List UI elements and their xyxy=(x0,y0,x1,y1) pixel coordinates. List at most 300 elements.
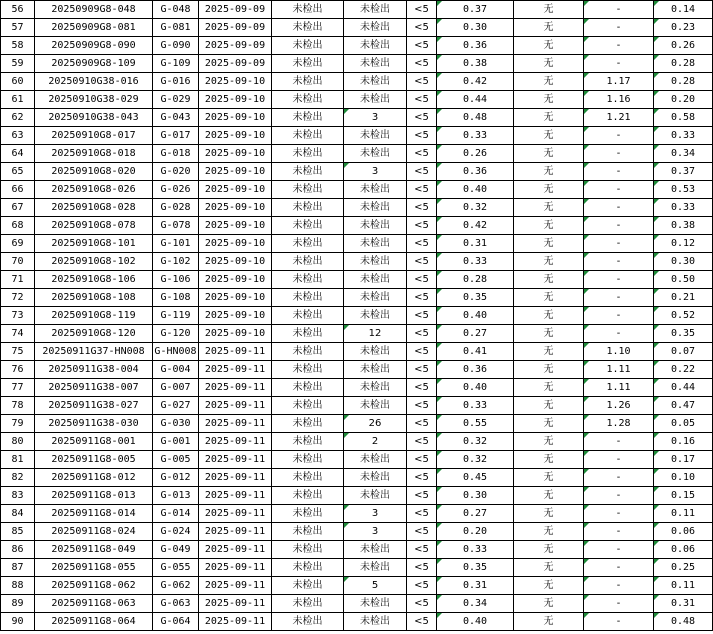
cell-sample-code[interactable]: G-004 xyxy=(153,361,199,379)
cell-extra-value[interactable]: 1.26 xyxy=(584,397,654,415)
cell-sample-id[interactable]: 20250910G38-016 xyxy=(35,73,153,91)
cell-result-a[interactable]: 未检出 xyxy=(272,505,344,523)
cell-status-value[interactable]: 无 xyxy=(514,577,584,595)
cell-final-value[interactable]: 0.20 xyxy=(654,91,713,109)
cell-result-a[interactable]: 未检出 xyxy=(272,73,344,91)
cell-extra-value[interactable]: 1.28 xyxy=(584,415,654,433)
cell-row-number[interactable]: 62 xyxy=(1,109,35,127)
cell-test-date[interactable]: 2025-09-11 xyxy=(199,361,272,379)
table-row[interactable] xyxy=(1,577,713,595)
cell-result-a[interactable]: 未检出 xyxy=(272,397,344,415)
cell-measure-value[interactable]: 0.27 xyxy=(437,505,514,523)
cell-sample-code[interactable]: G-016 xyxy=(153,73,199,91)
cell-measure-value[interactable]: 0.48 xyxy=(437,109,514,127)
cell-final-value[interactable]: 0.33 xyxy=(654,199,713,217)
cell-final-value[interactable]: 0.23 xyxy=(654,19,713,37)
cell-sample-id[interactable]: 20250911G38-007 xyxy=(35,379,153,397)
cell-result-b[interactable]: 未检出 xyxy=(344,289,407,307)
cell-row-number[interactable]: 61 xyxy=(1,91,35,109)
cell-result-b[interactable]: 未检出 xyxy=(344,487,407,505)
cell-result-a[interactable]: 未检出 xyxy=(272,595,344,613)
cell-final-value[interactable]: 0.35 xyxy=(654,325,713,343)
cell-test-date[interactable]: 2025-09-09 xyxy=(199,37,272,55)
cell-measure-value[interactable]: 0.35 xyxy=(437,559,514,577)
cell-result-a[interactable]: 未检出 xyxy=(272,379,344,397)
cell-limit-value[interactable]: <5 xyxy=(407,217,437,235)
cell-result-b[interactable]: 未检出 xyxy=(344,343,407,361)
cell-result-b[interactable]: 3 xyxy=(344,109,407,127)
cell-result-b[interactable]: 未检出 xyxy=(344,451,407,469)
cell-final-value[interactable]: 0.05 xyxy=(654,415,713,433)
cell-test-date[interactable]: 2025-09-10 xyxy=(199,163,272,181)
cell-measure-value[interactable]: 0.26 xyxy=(437,145,514,163)
table-row[interactable] xyxy=(1,361,713,379)
cell-result-b[interactable]: 未检出 xyxy=(344,1,407,19)
cell-limit-value[interactable]: <5 xyxy=(407,577,437,595)
table-row[interactable] xyxy=(1,289,713,307)
cell-sample-code[interactable]: G-101 xyxy=(153,235,199,253)
cell-result-b[interactable]: 12 xyxy=(344,325,407,343)
cell-result-a[interactable]: 未检出 xyxy=(272,181,344,199)
cell-sample-id[interactable]: 20250910G8-101 xyxy=(35,235,153,253)
cell-sample-code[interactable]: G-013 xyxy=(153,487,199,505)
cell-extra-value[interactable]: - xyxy=(584,217,654,235)
cell-extra-value[interactable]: - xyxy=(584,523,654,541)
cell-limit-value[interactable]: <5 xyxy=(407,253,437,271)
cell-sample-code[interactable]: G-043 xyxy=(153,109,199,127)
cell-test-date[interactable]: 2025-09-09 xyxy=(199,1,272,19)
table-row[interactable] xyxy=(1,595,713,613)
cell-status-value[interactable]: 无 xyxy=(514,1,584,19)
cell-extra-value[interactable]: - xyxy=(584,595,654,613)
cell-extra-value[interactable]: 1.11 xyxy=(584,379,654,397)
cell-row-number[interactable]: 66 xyxy=(1,181,35,199)
cell-result-b[interactable]: 26 xyxy=(344,415,407,433)
cell-final-value[interactable]: 0.17 xyxy=(654,451,713,469)
cell-sample-code[interactable]: G-120 xyxy=(153,325,199,343)
cell-sample-code[interactable]: G-018 xyxy=(153,145,199,163)
cell-row-number[interactable]: 70 xyxy=(1,253,35,271)
cell-sample-id[interactable]: 20250909G8-048 xyxy=(35,1,153,19)
cell-sample-id[interactable]: 20250911G8-014 xyxy=(35,505,153,523)
cell-result-b[interactable]: 未检出 xyxy=(344,55,407,73)
cell-test-date[interactable]: 2025-09-11 xyxy=(199,487,272,505)
cell-result-b[interactable]: 未检出 xyxy=(344,469,407,487)
table-row[interactable] xyxy=(1,325,713,343)
cell-final-value[interactable]: 0.37 xyxy=(654,163,713,181)
cell-final-value[interactable]: 0.34 xyxy=(654,145,713,163)
cell-measure-value[interactable]: 0.31 xyxy=(437,577,514,595)
cell-measure-value[interactable]: 0.45 xyxy=(437,469,514,487)
cell-sample-id[interactable]: 20250909G8-081 xyxy=(35,19,153,37)
cell-sample-code[interactable]: G-119 xyxy=(153,307,199,325)
cell-result-a[interactable]: 未检出 xyxy=(272,37,344,55)
cell-final-value[interactable]: 0.44 xyxy=(654,379,713,397)
cell-sample-code[interactable]: G-024 xyxy=(153,523,199,541)
cell-sample-code[interactable]: G-102 xyxy=(153,253,199,271)
cell-measure-value[interactable]: 0.37 xyxy=(437,1,514,19)
cell-test-date[interactable]: 2025-09-11 xyxy=(199,469,272,487)
cell-row-number[interactable]: 77 xyxy=(1,379,35,397)
cell-row-number[interactable]: 67 xyxy=(1,199,35,217)
cell-measure-value[interactable]: 0.36 xyxy=(437,37,514,55)
table-row[interactable] xyxy=(1,199,713,217)
cell-row-number[interactable]: 75 xyxy=(1,343,35,361)
table-row[interactable] xyxy=(1,217,713,235)
cell-final-value[interactable]: 0.28 xyxy=(654,55,713,73)
cell-result-b[interactable]: 未检出 xyxy=(344,379,407,397)
cell-measure-value[interactable]: 0.40 xyxy=(437,379,514,397)
cell-sample-code[interactable]: G-HN008 xyxy=(153,343,199,361)
table-row[interactable] xyxy=(1,109,713,127)
cell-test-date[interactable]: 2025-09-11 xyxy=(199,379,272,397)
cell-test-date[interactable]: 2025-09-11 xyxy=(199,415,272,433)
cell-sample-code[interactable]: G-109 xyxy=(153,55,199,73)
cell-row-number[interactable]: 68 xyxy=(1,217,35,235)
table-row[interactable] xyxy=(1,613,713,631)
cell-sample-code[interactable]: G-108 xyxy=(153,289,199,307)
cell-test-date[interactable]: 2025-09-10 xyxy=(199,181,272,199)
cell-measure-value[interactable]: 0.30 xyxy=(437,19,514,37)
cell-result-a[interactable]: 未检出 xyxy=(272,235,344,253)
cell-final-value[interactable]: 0.58 xyxy=(654,109,713,127)
cell-row-number[interactable]: 81 xyxy=(1,451,35,469)
cell-result-a[interactable]: 未检出 xyxy=(272,55,344,73)
cell-result-b[interactable]: 未检出 xyxy=(344,19,407,37)
cell-limit-value[interactable]: <5 xyxy=(407,559,437,577)
cell-sample-id[interactable]: 20250910G38-043 xyxy=(35,109,153,127)
cell-result-a[interactable]: 未检出 xyxy=(272,109,344,127)
cell-extra-value[interactable]: - xyxy=(584,307,654,325)
cell-status-value[interactable]: 无 xyxy=(514,73,584,91)
cell-status-value[interactable]: 无 xyxy=(514,127,584,145)
cell-limit-value[interactable]: <5 xyxy=(407,163,437,181)
cell-row-number[interactable]: 86 xyxy=(1,541,35,559)
cell-status-value[interactable]: 无 xyxy=(514,181,584,199)
cell-extra-value[interactable]: - xyxy=(584,469,654,487)
cell-result-a[interactable]: 未检出 xyxy=(272,91,344,109)
cell-result-a[interactable]: 未检出 xyxy=(272,361,344,379)
cell-status-value[interactable]: 无 xyxy=(514,289,584,307)
table-row[interactable] xyxy=(1,19,713,37)
cell-result-a[interactable]: 未检出 xyxy=(272,217,344,235)
cell-test-date[interactable]: 2025-09-11 xyxy=(199,541,272,559)
cell-sample-id[interactable]: 20250910G8-120 xyxy=(35,325,153,343)
cell-row-number[interactable]: 80 xyxy=(1,433,35,451)
cell-status-value[interactable]: 无 xyxy=(514,325,584,343)
cell-measure-value[interactable]: 0.32 xyxy=(437,451,514,469)
cell-limit-value[interactable]: <5 xyxy=(407,19,437,37)
cell-sample-code[interactable]: G-078 xyxy=(153,217,199,235)
cell-row-number[interactable]: 83 xyxy=(1,487,35,505)
table-row[interactable] xyxy=(1,487,713,505)
cell-status-value[interactable]: 无 xyxy=(514,307,584,325)
cell-extra-value[interactable]: 1.10 xyxy=(584,343,654,361)
cell-status-value[interactable]: 无 xyxy=(514,91,584,109)
cell-extra-value[interactable]: - xyxy=(584,613,654,631)
cell-sample-id[interactable]: 20250911G38-030 xyxy=(35,415,153,433)
cell-limit-value[interactable]: <5 xyxy=(407,73,437,91)
cell-result-a[interactable]: 未检出 xyxy=(272,613,344,631)
cell-measure-value[interactable]: 0.35 xyxy=(437,289,514,307)
cell-extra-value[interactable]: - xyxy=(584,235,654,253)
cell-row-number[interactable]: 74 xyxy=(1,325,35,343)
cell-extra-value[interactable]: - xyxy=(584,145,654,163)
cell-measure-value[interactable]: 0.31 xyxy=(437,235,514,253)
cell-measure-value[interactable]: 0.28 xyxy=(437,271,514,289)
cell-result-a[interactable]: 未检出 xyxy=(272,1,344,19)
cell-test-date[interactable]: 2025-09-11 xyxy=(199,577,272,595)
cell-final-value[interactable]: 0.22 xyxy=(654,361,713,379)
cell-row-number[interactable]: 78 xyxy=(1,397,35,415)
cell-sample-code[interactable]: G-007 xyxy=(153,379,199,397)
cell-result-b[interactable]: 未检出 xyxy=(344,307,407,325)
table-row[interactable] xyxy=(1,37,713,55)
cell-sample-id[interactable]: 20250911G8-012 xyxy=(35,469,153,487)
cell-final-value[interactable]: 0.52 xyxy=(654,307,713,325)
cell-limit-value[interactable]: <5 xyxy=(407,289,437,307)
cell-extra-value[interactable]: - xyxy=(584,181,654,199)
cell-row-number[interactable]: 76 xyxy=(1,361,35,379)
cell-measure-value[interactable]: 0.34 xyxy=(437,595,514,613)
cell-row-number[interactable]: 73 xyxy=(1,307,35,325)
cell-sample-id[interactable]: 20250911G8-049 xyxy=(35,541,153,559)
cell-sample-id[interactable]: 20250910G8-017 xyxy=(35,127,153,145)
cell-row-number[interactable]: 63 xyxy=(1,127,35,145)
cell-result-a[interactable]: 未检出 xyxy=(272,559,344,577)
cell-sample-id[interactable]: 20250910G8-106 xyxy=(35,271,153,289)
cell-final-value[interactable]: 0.48 xyxy=(654,613,713,631)
cell-row-number[interactable]: 71 xyxy=(1,271,35,289)
cell-test-date[interactable]: 2025-09-10 xyxy=(199,127,272,145)
table-row[interactable] xyxy=(1,433,713,451)
cell-measure-value[interactable]: 0.20 xyxy=(437,523,514,541)
cell-limit-value[interactable]: <5 xyxy=(407,235,437,253)
table-row[interactable] xyxy=(1,541,713,559)
cell-result-b[interactable]: 未检出 xyxy=(344,145,407,163)
table-row[interactable] xyxy=(1,505,713,523)
cell-result-b[interactable]: 未检出 xyxy=(344,127,407,145)
cell-limit-value[interactable]: <5 xyxy=(407,397,437,415)
cell-final-value[interactable]: 0.11 xyxy=(654,577,713,595)
cell-status-value[interactable]: 无 xyxy=(514,271,584,289)
cell-status-value[interactable]: 无 xyxy=(514,343,584,361)
cell-sample-code[interactable]: G-090 xyxy=(153,37,199,55)
cell-test-date[interactable]: 2025-09-10 xyxy=(199,73,272,91)
cell-test-date[interactable]: 2025-09-10 xyxy=(199,253,272,271)
cell-sample-code[interactable]: G-063 xyxy=(153,595,199,613)
cell-row-number[interactable]: 90 xyxy=(1,613,35,631)
cell-measure-value[interactable]: 0.33 xyxy=(437,127,514,145)
table-row[interactable] xyxy=(1,1,713,19)
cell-status-value[interactable]: 无 xyxy=(514,559,584,577)
cell-result-a[interactable]: 未检出 xyxy=(272,487,344,505)
cell-row-number[interactable]: 60 xyxy=(1,73,35,91)
table-row[interactable] xyxy=(1,415,713,433)
cell-status-value[interactable]: 无 xyxy=(514,55,584,73)
cell-sample-id[interactable]: 20250910G8-026 xyxy=(35,181,153,199)
cell-limit-value[interactable]: <5 xyxy=(407,109,437,127)
cell-row-number[interactable]: 79 xyxy=(1,415,35,433)
cell-test-date[interactable]: 2025-09-11 xyxy=(199,559,272,577)
cell-limit-value[interactable]: <5 xyxy=(407,595,437,613)
cell-final-value[interactable]: 0.21 xyxy=(654,289,713,307)
cell-limit-value[interactable]: <5 xyxy=(407,487,437,505)
cell-test-date[interactable]: 2025-09-10 xyxy=(199,271,272,289)
cell-result-a[interactable]: 未检出 xyxy=(272,325,344,343)
cell-result-b[interactable]: 未检出 xyxy=(344,91,407,109)
cell-sample-code[interactable]: G-014 xyxy=(153,505,199,523)
cell-sample-code[interactable]: G-029 xyxy=(153,91,199,109)
cell-final-value[interactable]: 0.10 xyxy=(654,469,713,487)
cell-limit-value[interactable]: <5 xyxy=(407,37,437,55)
cell-status-value[interactable]: 无 xyxy=(514,613,584,631)
cell-test-date[interactable]: 2025-09-10 xyxy=(199,91,272,109)
cell-status-value[interactable]: 无 xyxy=(514,415,584,433)
cell-limit-value[interactable]: <5 xyxy=(407,55,437,73)
cell-measure-value[interactable]: 0.33 xyxy=(437,397,514,415)
cell-result-b[interactable]: 未检出 xyxy=(344,73,407,91)
cell-sample-id[interactable]: 20250911G8-024 xyxy=(35,523,153,541)
cell-row-number[interactable]: 82 xyxy=(1,469,35,487)
cell-sample-id[interactable]: 20250910G8-102 xyxy=(35,253,153,271)
cell-result-a[interactable]: 未检出 xyxy=(272,541,344,559)
cell-sample-code[interactable]: G-026 xyxy=(153,181,199,199)
cell-final-value[interactable]: 0.38 xyxy=(654,217,713,235)
cell-result-b[interactable]: 未检出 xyxy=(344,559,407,577)
cell-result-a[interactable]: 未检出 xyxy=(272,19,344,37)
cell-extra-value[interactable]: - xyxy=(584,487,654,505)
cell-extra-value[interactable]: - xyxy=(584,433,654,451)
cell-status-value[interactable]: 无 xyxy=(514,433,584,451)
cell-limit-value[interactable]: <5 xyxy=(407,361,437,379)
cell-sample-code[interactable]: G-020 xyxy=(153,163,199,181)
cell-limit-value[interactable]: <5 xyxy=(407,127,437,145)
table-row[interactable] xyxy=(1,451,713,469)
cell-sample-id[interactable]: 20250910G38-029 xyxy=(35,91,153,109)
cell-final-value[interactable]: 0.11 xyxy=(654,505,713,523)
cell-measure-value[interactable]: 0.40 xyxy=(437,613,514,631)
cell-limit-value[interactable]: <5 xyxy=(407,379,437,397)
cell-final-value[interactable]: 0.53 xyxy=(654,181,713,199)
cell-final-value[interactable]: 0.50 xyxy=(654,271,713,289)
cell-extra-value[interactable]: - xyxy=(584,325,654,343)
table-row[interactable] xyxy=(1,127,713,145)
cell-row-number[interactable]: 64 xyxy=(1,145,35,163)
cell-result-b[interactable]: 未检出 xyxy=(344,253,407,271)
cell-status-value[interactable]: 无 xyxy=(514,379,584,397)
cell-test-date[interactable]: 2025-09-10 xyxy=(199,307,272,325)
cell-sample-id[interactable]: 20250911G37-HN008 xyxy=(35,343,153,361)
cell-measure-value[interactable]: 0.32 xyxy=(437,433,514,451)
cell-test-date[interactable]: 2025-09-09 xyxy=(199,55,272,73)
cell-row-number[interactable]: 56 xyxy=(1,1,35,19)
cell-sample-id[interactable]: 20250911G8-001 xyxy=(35,433,153,451)
cell-measure-value[interactable]: 0.36 xyxy=(437,163,514,181)
cell-result-b[interactable]: 未检出 xyxy=(344,217,407,235)
table-row[interactable] xyxy=(1,181,713,199)
cell-final-value[interactable]: 0.33 xyxy=(654,127,713,145)
cell-measure-value[interactable]: 0.33 xyxy=(437,541,514,559)
cell-row-number[interactable]: 72 xyxy=(1,289,35,307)
cell-measure-value[interactable]: 0.41 xyxy=(437,343,514,361)
cell-row-number[interactable]: 57 xyxy=(1,19,35,37)
cell-result-a[interactable]: 未检出 xyxy=(272,451,344,469)
cell-final-value[interactable]: 0.07 xyxy=(654,343,713,361)
cell-result-a[interactable]: 未检出 xyxy=(272,415,344,433)
cell-limit-value[interactable]: <5 xyxy=(407,325,437,343)
cell-limit-value[interactable]: <5 xyxy=(407,541,437,559)
cell-final-value[interactable]: 0.06 xyxy=(654,523,713,541)
cell-status-value[interactable]: 无 xyxy=(514,145,584,163)
cell-extra-value[interactable]: - xyxy=(584,271,654,289)
cell-extra-value[interactable]: - xyxy=(584,541,654,559)
cell-final-value[interactable]: 0.25 xyxy=(654,559,713,577)
cell-sample-id[interactable]: 20250911G8-005 xyxy=(35,451,153,469)
cell-sample-code[interactable]: G-001 xyxy=(153,433,199,451)
cell-sample-code[interactable]: G-017 xyxy=(153,127,199,145)
cell-status-value[interactable]: 无 xyxy=(514,397,584,415)
cell-result-b[interactable]: 未检出 xyxy=(344,613,407,631)
cell-status-value[interactable]: 无 xyxy=(514,361,584,379)
table-row[interactable] xyxy=(1,253,713,271)
cell-sample-code[interactable]: G-012 xyxy=(153,469,199,487)
cell-extra-value[interactable]: - xyxy=(584,127,654,145)
cell-extra-value[interactable]: - xyxy=(584,559,654,577)
cell-measure-value[interactable]: 0.32 xyxy=(437,199,514,217)
cell-status-value[interactable]: 无 xyxy=(514,163,584,181)
cell-extra-value[interactable]: - xyxy=(584,289,654,307)
cell-result-b[interactable]: 3 xyxy=(344,523,407,541)
table-row[interactable] xyxy=(1,145,713,163)
cell-sample-id[interactable]: 20250911G8-064 xyxy=(35,613,153,631)
cell-sample-id[interactable]: 20250910G8-028 xyxy=(35,199,153,217)
cell-row-number[interactable]: 89 xyxy=(1,595,35,613)
cell-measure-value[interactable]: 0.55 xyxy=(437,415,514,433)
cell-result-b[interactable]: 未检出 xyxy=(344,397,407,415)
cell-test-date[interactable]: 2025-09-10 xyxy=(199,289,272,307)
cell-sample-id[interactable]: 20250910G8-119 xyxy=(35,307,153,325)
cell-status-value[interactable]: 无 xyxy=(514,37,584,55)
cell-extra-value[interactable]: - xyxy=(584,37,654,55)
cell-status-value[interactable]: 无 xyxy=(514,235,584,253)
cell-result-a[interactable]: 未检出 xyxy=(272,271,344,289)
cell-test-date[interactable]: 2025-09-11 xyxy=(199,613,272,631)
cell-result-a[interactable]: 未检出 xyxy=(272,523,344,541)
cell-sample-code[interactable]: G-048 xyxy=(153,1,199,19)
cell-sample-id[interactable]: 20250911G8-062 xyxy=(35,577,153,595)
cell-row-number[interactable]: 69 xyxy=(1,235,35,253)
cell-limit-value[interactable]: <5 xyxy=(407,91,437,109)
cell-extra-value[interactable]: 1.16 xyxy=(584,91,654,109)
cell-test-date[interactable]: 2025-09-10 xyxy=(199,145,272,163)
cell-result-a[interactable]: 未检出 xyxy=(272,163,344,181)
cell-limit-value[interactable]: <5 xyxy=(407,199,437,217)
cell-test-date[interactable]: 2025-09-11 xyxy=(199,397,272,415)
cell-final-value[interactable]: 0.16 xyxy=(654,433,713,451)
cell-final-value[interactable]: 0.14 xyxy=(654,1,713,19)
cell-sample-id[interactable]: 20250909G8-109 xyxy=(35,55,153,73)
cell-sample-id[interactable]: 20250911G38-027 xyxy=(35,397,153,415)
cell-sample-code[interactable]: G-055 xyxy=(153,559,199,577)
cell-limit-value[interactable]: <5 xyxy=(407,523,437,541)
table-row[interactable] xyxy=(1,91,713,109)
cell-measure-value[interactable]: 0.30 xyxy=(437,487,514,505)
cell-final-value[interactable]: 0.12 xyxy=(654,235,713,253)
cell-result-b[interactable]: 未检出 xyxy=(344,361,407,379)
cell-test-date[interactable]: 2025-09-09 xyxy=(199,19,272,37)
cell-result-b[interactable]: 3 xyxy=(344,163,407,181)
